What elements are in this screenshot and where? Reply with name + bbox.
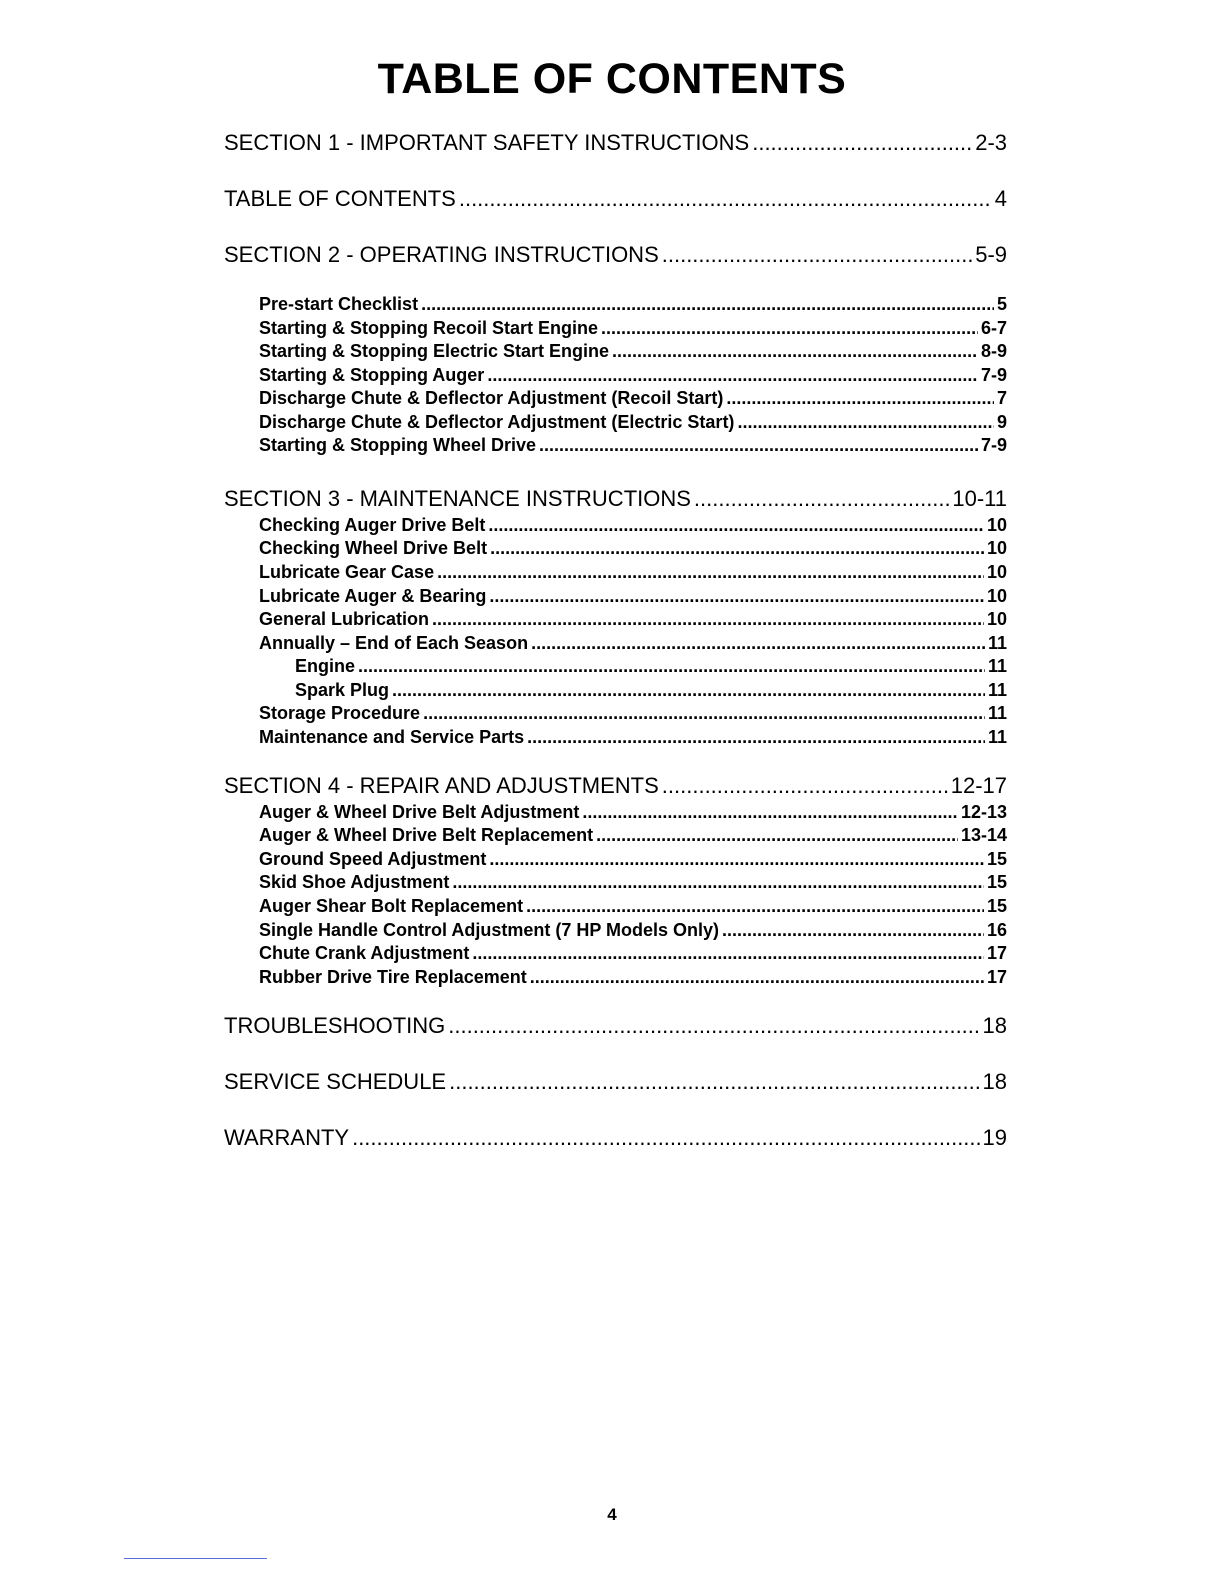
toc-entry-sub[interactable] [259, 586, 1007, 608]
toc-page: 11 [987, 727, 1007, 747]
toc-page: 16 [986, 920, 1007, 940]
toc-page: 19 [982, 1125, 1007, 1150]
toc-page: 10 [986, 609, 1007, 629]
toc-label: Discharge Chute & Deflector Adjustment (Recoil Start) [259, 388, 724, 408]
toc-entry-subsub[interactable] [295, 680, 1007, 702]
toc-entry-sub[interactable] [259, 967, 1007, 989]
toc-entry-sub[interactable] [259, 703, 1007, 725]
toc-label: SECTION 3 - MAINTENANCE INSTRUCTIONS [224, 486, 691, 511]
toc-page: 11 [987, 656, 1007, 676]
toc-label: SERVICE SCHEDULE [224, 1069, 447, 1094]
toc-page: 13-14 [960, 825, 1007, 845]
toc-label: Starting & Stopping Electric Start Engine [259, 341, 610, 361]
toc-page: 12-17 [950, 773, 1007, 798]
toc-page: 15 [986, 849, 1007, 869]
toc-entry-section-2[interactable] [224, 242, 1007, 268]
leader-dots [452, 872, 984, 894]
toc-label: WARRANTY [224, 1125, 350, 1150]
toc-entry-sub[interactable] [259, 943, 1007, 965]
toc-label: TROUBLESHOOTING [224, 1013, 446, 1038]
leader-dots [487, 365, 978, 387]
toc-entry-sub[interactable] [259, 802, 1007, 824]
leader-dots [488, 515, 984, 537]
leader-dots [352, 1125, 979, 1151]
leader-dots [358, 656, 985, 678]
toc-entry-sub[interactable] [259, 562, 1007, 584]
toc-page: 11 [987, 703, 1007, 723]
toc-label: Skid Shoe Adjustment [259, 872, 450, 892]
toc-page: 15 [986, 896, 1007, 916]
leader-dots [421, 294, 994, 316]
toc-page: 7-9 [980, 365, 1007, 385]
toc-page: 5-9 [975, 242, 1007, 267]
leader-dots [752, 130, 972, 156]
leader-dots [449, 1069, 979, 1095]
toc-page: 8-9 [980, 341, 1007, 361]
toc-label: Spark Plug [295, 680, 390, 700]
leader-dots [539, 435, 978, 457]
leader-dots [489, 849, 984, 871]
leader-dots [662, 773, 948, 799]
toc-page: 11 [987, 633, 1007, 653]
toc-page: 6-7 [980, 318, 1007, 338]
leader-dots [527, 727, 985, 749]
leader-dots [601, 318, 978, 340]
toc-page: 10 [986, 538, 1007, 558]
toc-entry-sub[interactable] [259, 872, 1007, 894]
toc-label: Starting & Stopping Recoil Start Engine [259, 318, 599, 338]
toc-label: SECTION 2 - OPERATING INSTRUCTIONS [224, 242, 659, 267]
toc-page: 18 [982, 1013, 1007, 1038]
toc-entry-sub[interactable] [259, 727, 1007, 749]
toc-page: 10 [986, 562, 1007, 582]
toc-label: Chute Crank Adjustment [259, 943, 470, 963]
toc-entry-sub[interactable] [259, 412, 1007, 434]
toc-entry-sub[interactable] [259, 609, 1007, 631]
leader-dots [490, 538, 984, 560]
page-number: 4 [607, 1505, 617, 1524]
toc-entry-sub[interactable] [259, 896, 1007, 918]
leader-dots [423, 703, 985, 725]
toc-label: SECTION 4 - REPAIR AND ADJUSTMENTS [224, 773, 659, 798]
toc-label: Storage Procedure [259, 703, 421, 723]
toc-label: Engine [295, 656, 356, 676]
toc-entry-service-schedule[interactable] [224, 1069, 1007, 1095]
toc-page: 17 [986, 943, 1007, 963]
toc-page: 4 [994, 186, 1007, 211]
toc-entry-sub[interactable] [259, 318, 1007, 340]
toc-page: 10 [986, 586, 1007, 606]
toc-entry-sub[interactable] [259, 920, 1007, 942]
leader-dots [662, 242, 972, 268]
toc-entry-sub[interactable] [259, 341, 1007, 363]
toc-label: Lubricate Gear Case [259, 562, 435, 582]
leader-dots [472, 943, 984, 965]
toc-entry-sub[interactable] [259, 633, 1007, 655]
leader-dots [582, 802, 958, 824]
toc-label: Maintenance and Service Parts [259, 727, 525, 747]
toc-label: Starting & Stopping Wheel Drive [259, 435, 537, 455]
toc-label: Ground Speed Adjustment [259, 849, 487, 869]
toc-entry-table-of-contents[interactable] [224, 186, 1007, 212]
leader-dots [722, 920, 984, 942]
toc-label: Rubber Drive Tire Replacement [259, 967, 527, 987]
toc-page: 15 [986, 872, 1007, 892]
leader-dots [694, 486, 949, 512]
toc-page: 7 [996, 388, 1007, 408]
toc-page: 7-9 [980, 435, 1007, 455]
toc-entry-sub[interactable] [259, 435, 1007, 457]
toc-entry-warranty[interactable] [224, 1125, 1007, 1151]
toc-label: Single Handle Control Adjustment (7 HP Models Only) [259, 920, 720, 940]
toc-entry-sub[interactable] [259, 294, 1007, 316]
leader-dots [448, 1013, 979, 1039]
toc-entry-sub[interactable] [259, 825, 1007, 847]
leader-dots [531, 633, 985, 655]
leader-dots [612, 341, 978, 363]
toc-entry-sub[interactable] [259, 515, 1007, 537]
toc-label: Discharge Chute & Deflector Adjustment (Electric Start) [259, 412, 735, 432]
toc-entry-section-4[interactable] [224, 773, 1007, 799]
leader-dots [737, 412, 994, 434]
toc-page: 2-3 [975, 130, 1007, 155]
footer-rule [124, 1558, 267, 1559]
toc-label: Annually – End of Each Season [259, 633, 529, 653]
toc-entry-sub[interactable] [259, 849, 1007, 871]
toc-label: Auger & Wheel Drive Belt Replacement [259, 825, 594, 845]
toc-entry-sub[interactable] [259, 365, 1007, 387]
toc-page: 18 [982, 1069, 1007, 1094]
toc-label: General Lubrication [259, 609, 430, 629]
leader-dots [437, 562, 984, 584]
toc-label: Checking Wheel Drive Belt [259, 538, 488, 558]
toc-label: Pre-start Checklist [259, 294, 419, 314]
toc-label: Auger Shear Bolt Replacement [259, 896, 524, 916]
toc-entry-sub[interactable] [259, 538, 1007, 560]
toc-page: 11 [987, 680, 1007, 700]
toc-label: Checking Auger Drive Belt [259, 515, 486, 535]
leader-dots [596, 825, 958, 847]
toc-entry-troubleshooting[interactable] [224, 1013, 1007, 1039]
toc-page: 17 [986, 967, 1007, 987]
page-title: TABLE OF CONTENTS [377, 55, 847, 103]
toc-label: Auger & Wheel Drive Belt Adjustment [259, 802, 580, 822]
toc-page: 9 [996, 412, 1007, 432]
toc-entry-section-3[interactable] [224, 486, 1007, 512]
leader-dots [526, 896, 984, 918]
leader-dots [489, 586, 984, 608]
leader-dots [459, 186, 992, 212]
toc-page: 5 [996, 294, 1007, 314]
leader-dots [432, 609, 984, 631]
toc-entry-sub[interactable] [259, 388, 1007, 410]
toc-page: 12-13 [960, 802, 1007, 822]
toc-label: Starting & Stopping Auger [259, 365, 485, 385]
toc-entry-subsub[interactable] [295, 656, 1007, 678]
toc-label: SECTION 1 - IMPORTANT SAFETY INSTRUCTIONS [224, 130, 750, 155]
toc-label: TABLE OF CONTENTS [224, 186, 456, 211]
leader-dots [726, 388, 994, 410]
leader-dots [530, 967, 984, 989]
toc-page: 10-11 [952, 486, 1007, 511]
toc-entry-section-1[interactable] [224, 130, 1007, 156]
toc-page: 10 [986, 515, 1007, 535]
toc-label: Lubricate Auger & Bearing [259, 586, 487, 606]
leader-dots [392, 680, 985, 702]
